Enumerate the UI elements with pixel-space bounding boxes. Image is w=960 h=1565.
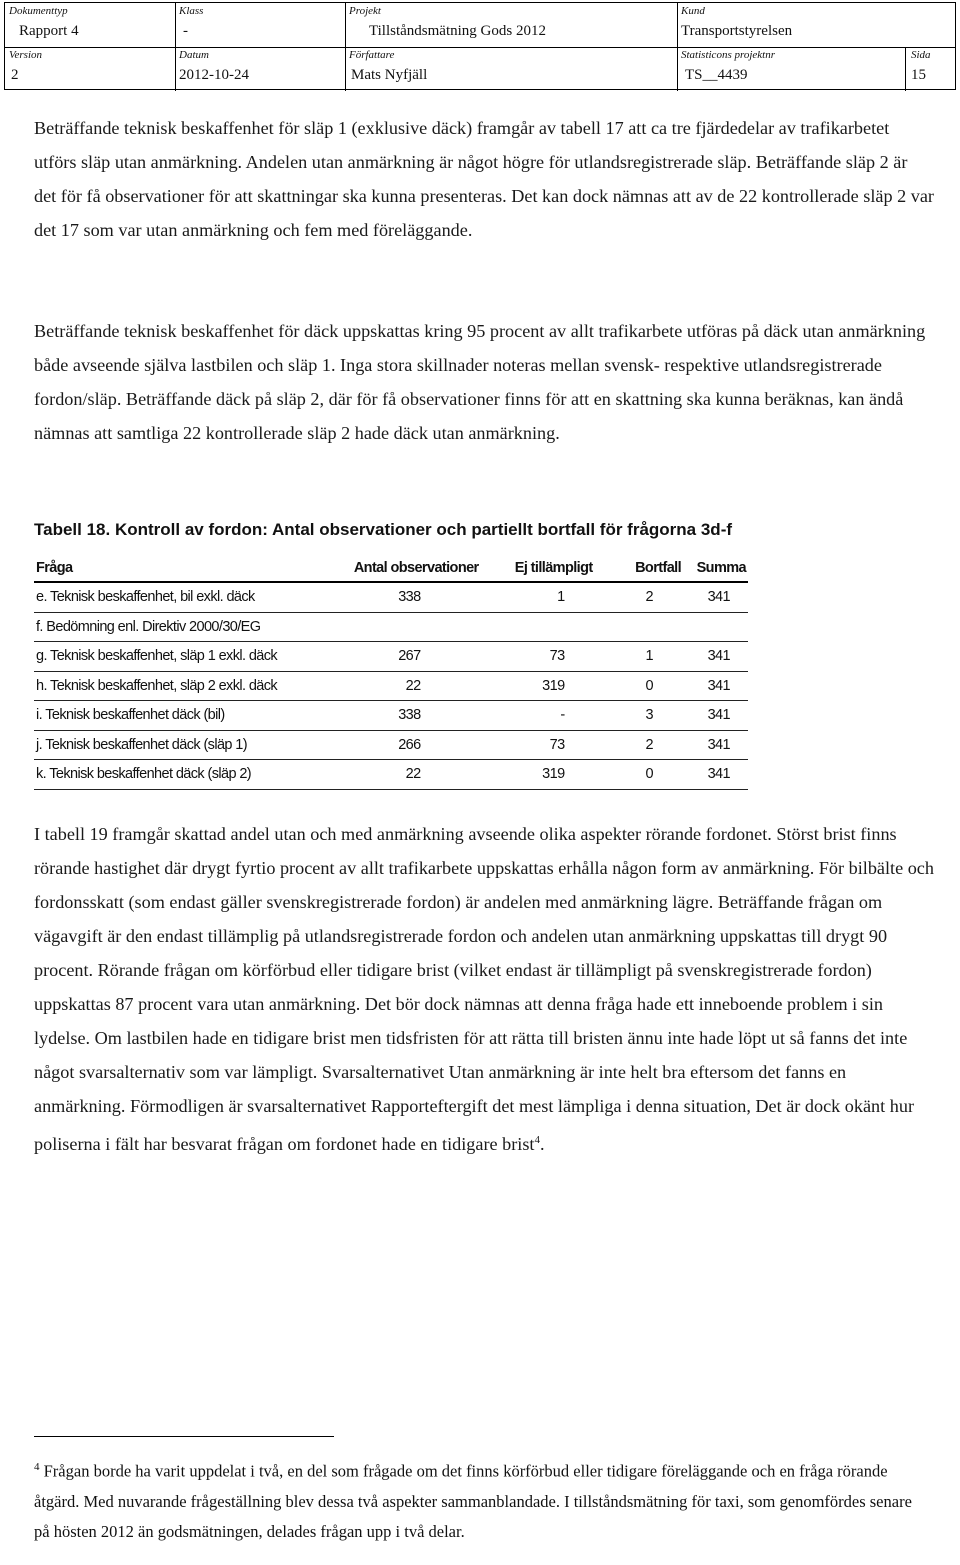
table-row bbox=[34, 671, 748, 701]
row-question: i. Teknisk beskaffenhet däck (bil) bbox=[34, 701, 307, 731]
row-value bbox=[481, 612, 595, 642]
table-row bbox=[34, 612, 748, 642]
row-value: 267 bbox=[307, 642, 480, 672]
header-label-kund: Kund bbox=[681, 5, 705, 17]
header-label-datum: Datum bbox=[179, 49, 209, 61]
row-value bbox=[595, 612, 683, 642]
row-value: - bbox=[481, 701, 595, 731]
header-value-version: 2 bbox=[11, 67, 19, 83]
column-header: Fråga bbox=[34, 555, 307, 582]
row-value: 22 bbox=[307, 760, 480, 790]
row-value: 0 bbox=[595, 760, 683, 790]
row-question: h. Teknisk beskaffenhet, släp 2 exkl. däck bbox=[34, 671, 307, 701]
row-value: 2 bbox=[595, 582, 683, 612]
paragraph-text-main: I tabell 19 framgår skattad andel utan och med anmärkning avseende olika aspekter rörande fordonet. Störst brist finns rörande hastighet där drygt fyrtio procent av allt trafikarbete uppskattas erhålla någon form av anmärkning. För bilbälte och fordonsskatt (som endast gäller svenskregistrerade fordon) är andelen med anmärkning lägre. Beträffande frågan om vägavgift är den endast tillämplig på utlandsregistrerade fordon och andelen utan anmärkning uppskattas till drygt 90 procent. Rörande frågan om körförbud eller tidigare brist (vilket endast är tillämpligt på svenskregistrerade fordon) uppskattas 87 procent vara utan anmärkning. Det bör dock nämnas att denna fråga hade ett inneboende problem i sin lydelse. Om lastbilen hade en tidigare brist men tidsfristen för att rätta till bristen ännu inte hade löpt ut så fanns det inte något svarsalternativ som var lämpligt. Svarsalternativet Utan anmärkning är inte helt bra eftersom det fanns en anmärkning. Förmodligen är svarsalternativet Rapporteftergift det mest lämpliga i denna situation, Det är dock okänt hur poliserna i fält har besvarat frågan om fordonet hade en tidigare brist bbox=[34, 824, 934, 1155]
row-value: 73 bbox=[481, 730, 595, 760]
header-divider bbox=[905, 47, 906, 91]
body-paragraph-3 bbox=[34, 817, 934, 1161]
column-header: Summa bbox=[683, 555, 748, 582]
table-row bbox=[34, 582, 748, 612]
column-header: Ej tillämpligt bbox=[481, 555, 595, 582]
row-value: 338 bbox=[307, 582, 480, 612]
header-label-projektnr: Statisticons projektnr bbox=[681, 49, 776, 61]
row-value: 2 bbox=[595, 730, 683, 760]
table-row bbox=[34, 642, 748, 672]
header-label-sida: Sida bbox=[911, 49, 931, 61]
row-question: g. Teknisk beskaffenhet, släp 1 exkl. däck bbox=[34, 642, 307, 672]
header-divider bbox=[175, 3, 176, 47]
footnote-text bbox=[34, 1452, 914, 1547]
row-value: 341 bbox=[683, 642, 748, 672]
paragraph-text: Beträffande teknisk beskaffenhet för däck uppskattas kring 95 procent av allt trafikarbete utföras på däck utan anmärkning både avseende själva lastbilen och släp 1. Inga stora skillnader noteras mellan svensk- respektive utlandsregistrerade fordon/släp. Beträffande däck på släp 2, där för få observationer finns för att en skattning ska kunna beräknas, kan ändå nämnas att samtliga 22 kontrollerade släp 2 hade däck utan anmärkning. bbox=[34, 321, 926, 443]
column-header: Bortfall bbox=[595, 555, 683, 582]
row-value: 319 bbox=[481, 671, 595, 701]
header-value-sida: 15 bbox=[911, 67, 926, 83]
paragraph-text: Beträffande teknisk beskaffenhet för släp 1 (exklusive däck) framgår av tabell 17 att ca tre fjärdedelar av trafikarbetet utförs släp utan anmärkning. Andelen utan anmärkning är något högre för utlandsregistrerade släp. Beträffande släp 2 är det för få observationer för att skattningar ska kunna presenteras. Det kan dock nämnas att av de 22 kontrollerade släp 2 var det 17 som var utan anmärkning och fem med föreläggande. bbox=[34, 118, 934, 240]
row-question: j. Teknisk beskaffenhet däck (släp 1) bbox=[34, 730, 307, 760]
header-value-projektnr: TS__4439 bbox=[685, 67, 748, 83]
row-value bbox=[683, 612, 748, 642]
header-label-klass: Klass bbox=[179, 5, 204, 17]
header-divider bbox=[5, 47, 955, 48]
footnote-body: Frågan borde ha varit uppdelat i två, en del som frågade om det finns körförbud eller tidigare föreläggande och en fråga rörande åtgärd. Med nuvarande frågeställning blev dessa två aspekter sammanblandade. I tillståndsmätning för taxi, som genomfördes senare på hösten 2012 än godsmätningen, delades frågan upp i två delar. bbox=[34, 1461, 912, 1541]
header-divider bbox=[345, 47, 346, 91]
row-value: 338 bbox=[307, 701, 480, 731]
header-value-dokumenttyp: Rapport 4 bbox=[19, 23, 79, 39]
table-header-row bbox=[34, 555, 748, 582]
row-value: 1 bbox=[595, 642, 683, 672]
row-value: 0 bbox=[595, 671, 683, 701]
row-value: 3 bbox=[595, 701, 683, 731]
header-label-version: Version bbox=[9, 49, 42, 61]
row-value: 73 bbox=[481, 642, 595, 672]
footnote-number: 4 bbox=[34, 1461, 40, 1473]
paragraph-end: . bbox=[539, 1134, 545, 1155]
header-label-dokumenttyp: Dokumenttyp bbox=[9, 5, 68, 17]
table-row bbox=[34, 701, 748, 731]
observation-table bbox=[34, 555, 748, 790]
row-value: 341 bbox=[683, 701, 748, 731]
table-caption: Tabell 18. Kontroll av fordon: Antal observationer och partiellt bortfall för frågorna 3d-f bbox=[34, 520, 733, 539]
row-value: 341 bbox=[683, 582, 748, 612]
header-divider bbox=[677, 47, 678, 91]
header-value-kund: Transportstyrelsen bbox=[681, 23, 793, 39]
footnote-reference: 4 bbox=[534, 1134, 540, 1146]
table-row bbox=[34, 730, 748, 760]
row-question: e. Teknisk beskaffenhet, bil exkl. däck bbox=[34, 582, 307, 612]
row-value: 22 bbox=[307, 671, 480, 701]
column-header: Antal observationer bbox=[307, 555, 480, 582]
row-value bbox=[307, 612, 480, 642]
footnote-separator bbox=[34, 1436, 334, 1437]
row-question: k. Teknisk beskaffenhet däck (släp 2) bbox=[34, 760, 307, 790]
header-label-forfattare: Författare bbox=[349, 49, 395, 61]
body-paragraph-1 bbox=[34, 111, 934, 247]
header-divider bbox=[677, 3, 678, 47]
paragraph-text bbox=[34, 817, 934, 1161]
document-header bbox=[4, 2, 956, 90]
table-row bbox=[34, 760, 748, 790]
header-value-projekt: Tillståndsmätning Gods 2012 bbox=[369, 23, 546, 39]
row-value: 266 bbox=[307, 730, 480, 760]
header-divider bbox=[175, 47, 176, 91]
body-paragraph-2 bbox=[34, 314, 934, 450]
row-value: 1 bbox=[481, 582, 595, 612]
row-value: 319 bbox=[481, 760, 595, 790]
header-value-klass: - bbox=[183, 23, 188, 39]
row-value: 341 bbox=[683, 760, 748, 790]
row-question: f. Bedömning enl. Direktiv 2000/30/EG bbox=[34, 612, 307, 642]
header-label-projekt: Projekt bbox=[349, 5, 381, 17]
header-value-forfattare: Mats Nyfjäll bbox=[351, 67, 428, 83]
header-value-datum: 2012-10-24 bbox=[179, 67, 249, 83]
row-value: 341 bbox=[683, 671, 748, 701]
footnote bbox=[34, 1452, 914, 1547]
row-value: 341 bbox=[683, 730, 748, 760]
header-divider bbox=[345, 3, 346, 47]
